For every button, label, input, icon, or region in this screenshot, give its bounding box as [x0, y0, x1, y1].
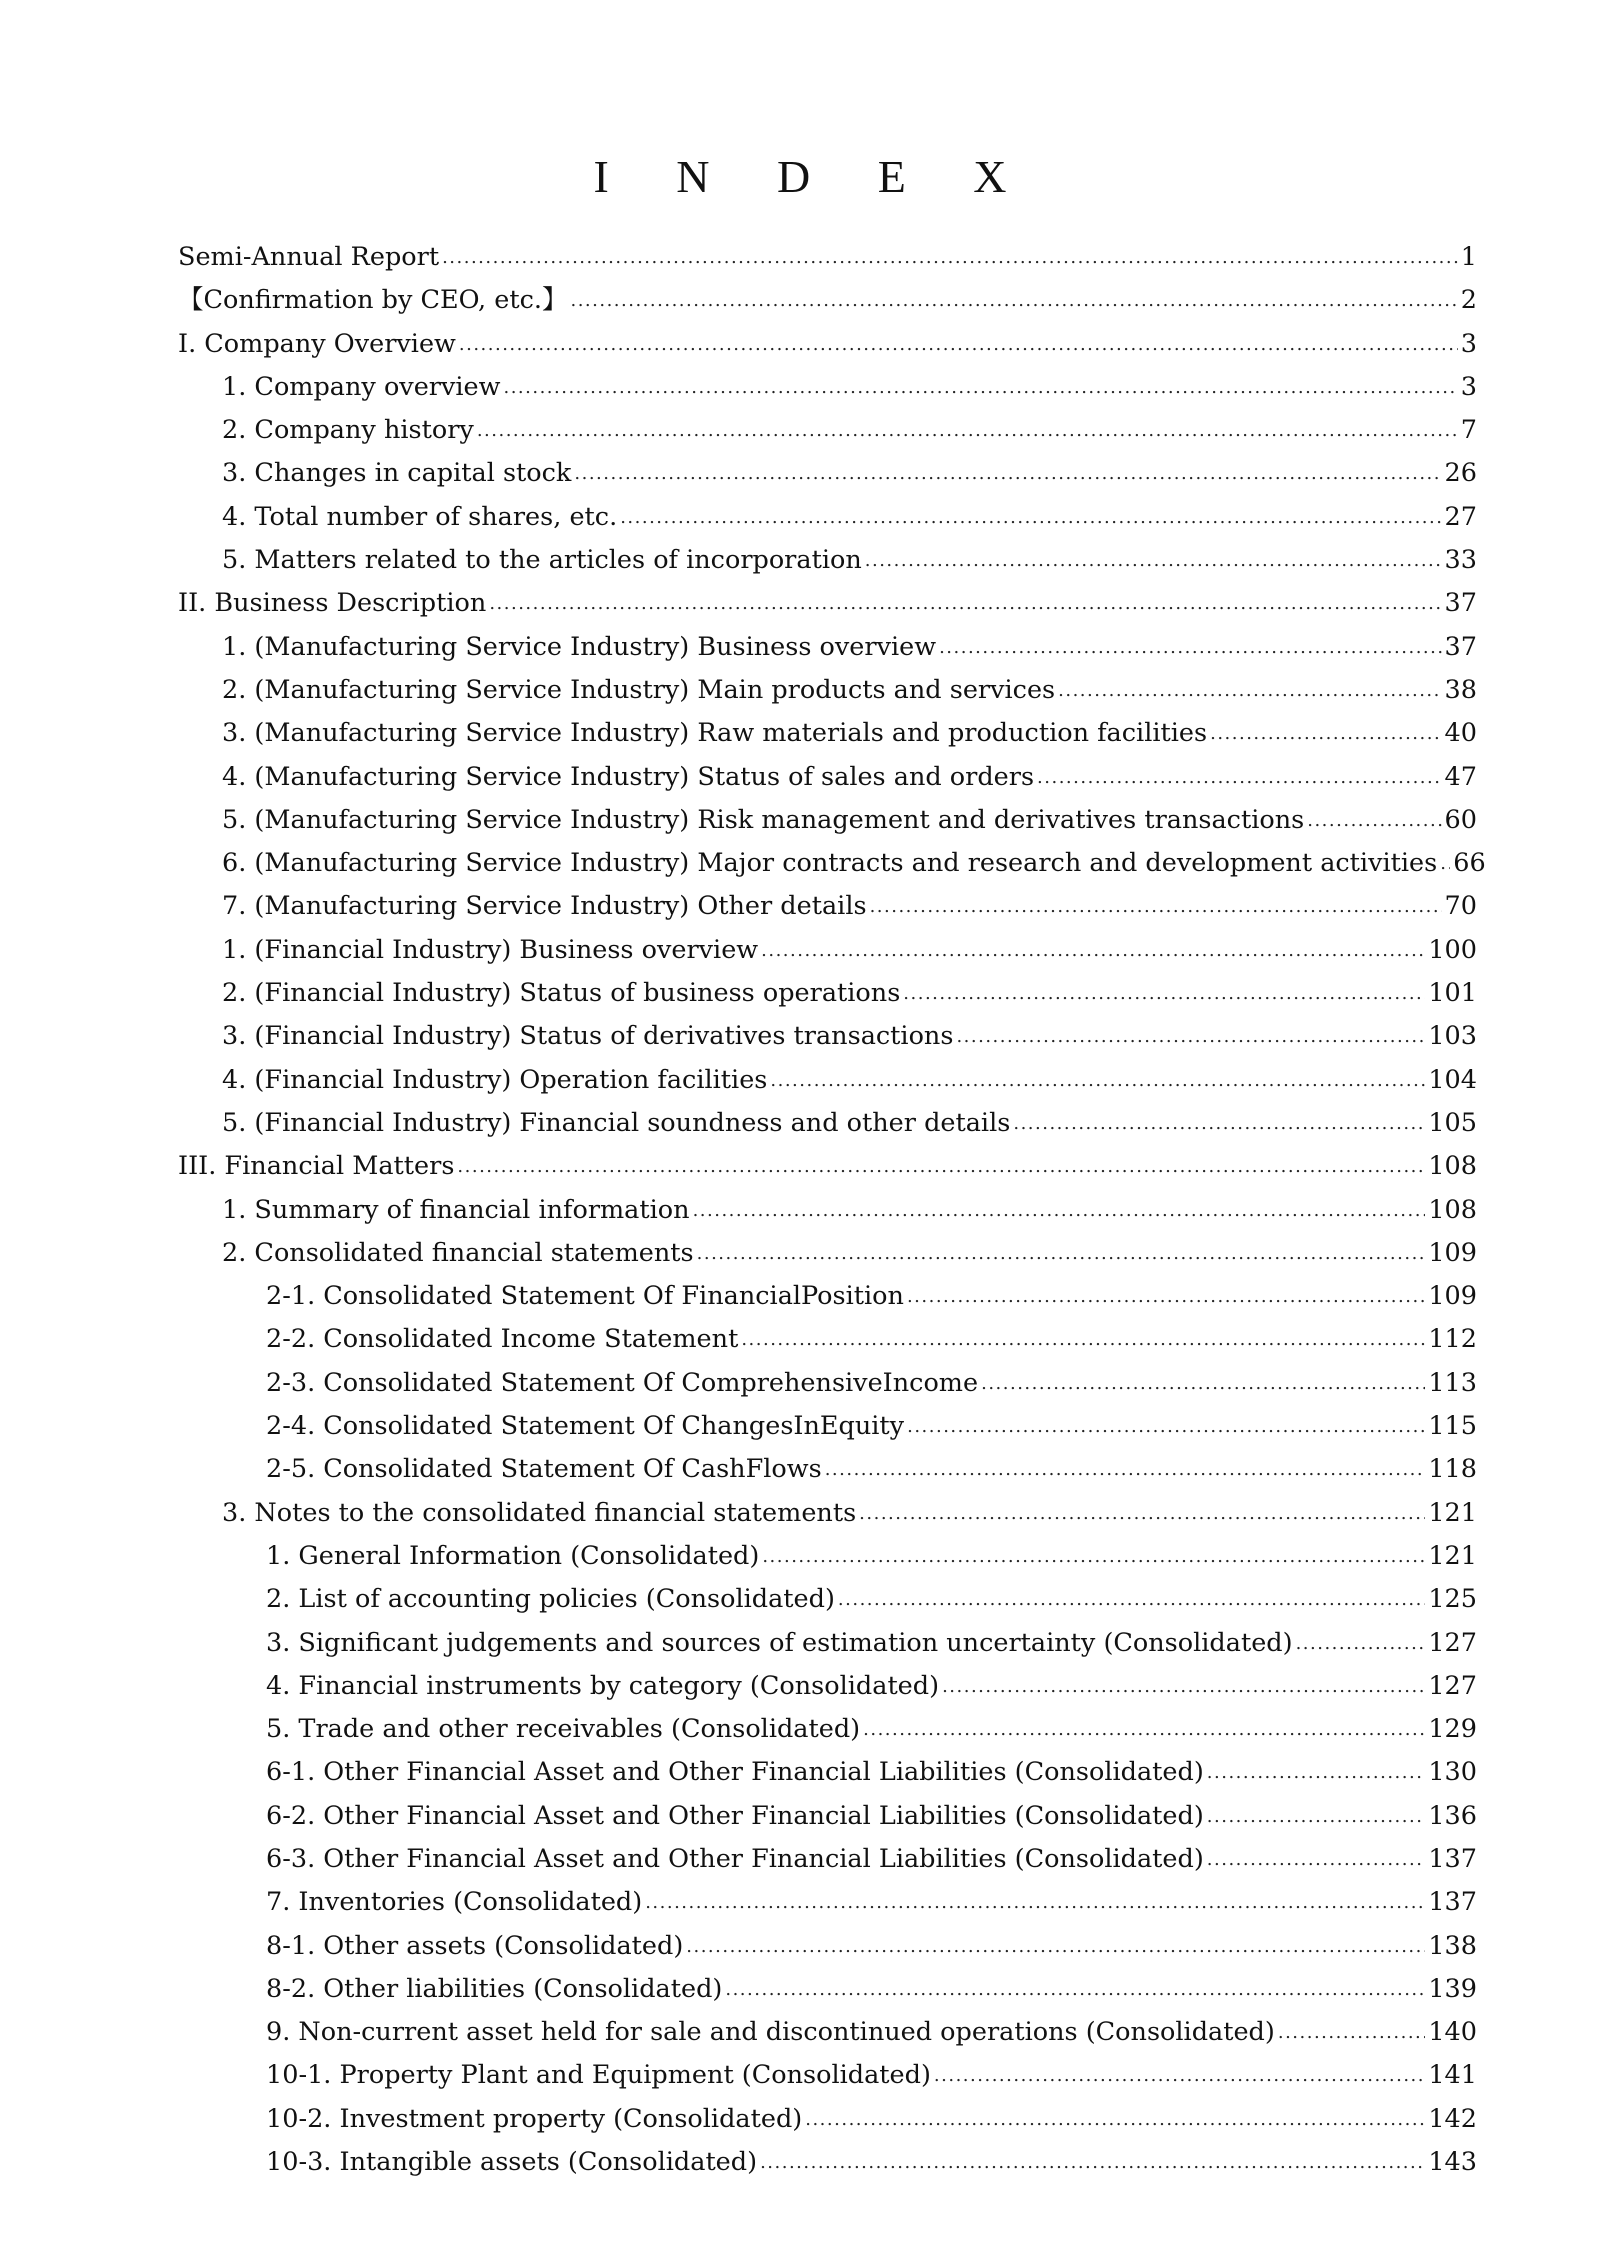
toc-entry[interactable]: [178, 2141, 1477, 2184]
toc-entry[interactable]: [178, 1795, 1477, 1838]
toc-entry-page-number: 109: [1428, 1281, 1477, 1312]
dot-leader: [934, 2054, 1425, 2097]
toc-entry[interactable]: [178, 1751, 1477, 1794]
dot-leader: [939, 626, 1441, 669]
toc-entry-page-number: 104: [1428, 1064, 1477, 1095]
toc-entry-label: 8-1. Other assets (Consolidated): [266, 1930, 684, 1961]
toc-entry-label: 1. (Manufacturing Service Industry) Business overview: [222, 631, 937, 662]
toc-entry[interactable]: [178, 1189, 1477, 1232]
dot-leader: [907, 1405, 1425, 1448]
dot-leader: [1210, 712, 1441, 755]
dot-leader: [570, 279, 1457, 322]
toc-entry-page-number: 3: [1460, 328, 1477, 359]
table-of-contents: [178, 236, 1486, 2184]
toc-entry-label: 【Confirmation by CEO, etc.】: [178, 285, 568, 316]
toc-entry[interactable]: [178, 1925, 1477, 1968]
dot-leader: [760, 2141, 1425, 2184]
toc-entry-page-number: 121: [1428, 1497, 1477, 1528]
toc-entry-page-number: 103: [1428, 1021, 1477, 1052]
toc-entry-page-number: 127: [1428, 1627, 1477, 1658]
dot-leader: [907, 1275, 1425, 1318]
toc-entry-label: 3. Significant judgements and sources of estimation uncertainty (Consolidated): [266, 1627, 1293, 1658]
toc-entry[interactable]: [178, 2011, 1477, 2054]
toc-entry[interactable]: [178, 1405, 1477, 1448]
toc-entry-label: 6-3. Other Financial Asset and Other Financial Liabilities (Consolidated): [266, 1843, 1204, 1874]
toc-entry-page-number: 60: [1444, 804, 1477, 835]
toc-entry-page-number: 113: [1428, 1367, 1477, 1398]
toc-entry-page-number: 2: [1460, 285, 1477, 316]
toc-entry[interactable]: [178, 1838, 1477, 1881]
toc-entry-page-number: 108: [1428, 1194, 1477, 1225]
toc-entry-page-number: 125: [1428, 1584, 1477, 1615]
dot-leader: [981, 1362, 1425, 1405]
toc-entry-page-number: 27: [1444, 501, 1477, 532]
dot-leader: [1307, 799, 1441, 842]
toc-entry[interactable]: [178, 1881, 1477, 1924]
toc-entry[interactable]: [178, 1232, 1477, 1275]
dot-leader: [770, 1059, 1425, 1102]
toc-entry-label: III. Financial Matters: [178, 1151, 455, 1182]
dot-leader: [825, 1448, 1426, 1491]
toc-entry-label: 4. Financial instruments by category (Consolidated): [266, 1670, 940, 1701]
toc-entry-page-number: 127: [1428, 1670, 1477, 1701]
toc-entry-label: 6-1. Other Financial Asset and Other Financial Liabilities (Consolidated): [266, 1757, 1204, 1788]
toc-entry[interactable]: [178, 885, 1477, 928]
toc-entry-page-number: 118: [1428, 1454, 1477, 1485]
toc-entry[interactable]: [178, 1708, 1477, 1751]
dot-leader: [645, 1881, 1425, 1924]
toc-entry-label: 6. (Manufacturing Service Industry) Major contracts and research and development activities: [222, 848, 1438, 879]
toc-entry-label: 5. (Manufacturing Service Industry) Risk management and derivatives transactions: [222, 804, 1305, 835]
dot-leader: [693, 1189, 1426, 1232]
toc-entry-page-number: 112: [1428, 1324, 1477, 1355]
toc-entry-label: 2-1. Consolidated Statement Of FinancialPosition: [266, 1281, 904, 1312]
toc-entry-label: 10-3. Intangible assets (Consolidated): [266, 2147, 758, 2178]
toc-entry[interactable]: [178, 799, 1477, 842]
toc-entry[interactable]: [178, 323, 1477, 366]
toc-entry-label: 3. Changes in capital stock: [222, 458, 572, 489]
toc-entry-label: 2. Company history: [222, 415, 474, 446]
toc-entry-page-number: 143: [1428, 2147, 1477, 2178]
toc-entry[interactable]: [178, 409, 1477, 452]
dot-leader: [1278, 2011, 1425, 2054]
toc-entry-page-number: 40: [1444, 718, 1477, 749]
toc-entry-page-number: 47: [1444, 761, 1477, 792]
toc-entry[interactable]: [178, 842, 1486, 885]
toc-entry[interactable]: [178, 756, 1477, 799]
dot-leader: [838, 1578, 1425, 1621]
dot-leader: [1207, 1795, 1426, 1838]
toc-entry-label: 2. (Financial Industry) Status of business operations: [222, 978, 901, 1009]
dot-leader: [870, 885, 1442, 928]
toc-entry-page-number: 66: [1453, 848, 1486, 879]
toc-entry-label: 10-2. Investment property (Consolidated): [266, 2103, 803, 2134]
toc-entry-page-number: 37: [1444, 631, 1477, 662]
toc-entry[interactable]: [178, 1665, 1477, 1708]
toc-entry-label: 5. Matters related to the articles of incorporation: [222, 545, 862, 576]
toc-entry[interactable]: [178, 1015, 1477, 1058]
toc-entry-label: 6-2. Other Financial Asset and Other Financial Liabilities (Consolidated): [266, 1800, 1204, 1831]
toc-entry[interactable]: [178, 929, 1477, 972]
toc-entry-page-number: 130: [1428, 1757, 1477, 1788]
dot-leader: [442, 236, 1458, 279]
toc-entry-page-number: 140: [1428, 2017, 1477, 2048]
dot-leader: [686, 1925, 1425, 1968]
dot-leader: [741, 1318, 1425, 1361]
toc-entry[interactable]: [178, 1535, 1477, 1578]
toc-entry-label: 1. Company overview: [222, 371, 501, 402]
dot-leader: [1037, 756, 1442, 799]
toc-entry[interactable]: [178, 2054, 1477, 2097]
toc-entry-label: 10-1. Property Plant and Equipment (Consolidated): [266, 2060, 931, 2091]
toc-entry[interactable]: [178, 626, 1477, 669]
toc-entry[interactable]: [178, 452, 1477, 495]
toc-entry-page-number: 37: [1444, 588, 1477, 619]
toc-entry-label: 2-3. Consolidated Statement Of ComprehensiveIncome: [266, 1367, 979, 1398]
toc-entry[interactable]: [178, 582, 1477, 625]
toc-entry[interactable]: [178, 1275, 1477, 1318]
toc-entry-page-number: 100: [1428, 934, 1477, 965]
toc-entry-label: 7. (Manufacturing Service Industry) Other details: [222, 891, 867, 922]
toc-entry-page-number: 109: [1428, 1237, 1477, 1268]
dot-leader: [477, 409, 1458, 452]
dot-leader: [1296, 1622, 1426, 1665]
toc-entry-page-number: 26: [1444, 458, 1477, 489]
toc-entry-label: 5. Trade and other receivables (Consolidated): [266, 1714, 861, 1745]
toc-entry-page-number: 121: [1428, 1540, 1477, 1571]
toc-entry[interactable]: [178, 1622, 1477, 1665]
dot-leader: [457, 1145, 1425, 1188]
toc-entry-label: 4. Total number of shares, etc.: [222, 501, 618, 532]
dot-leader: [1207, 1751, 1426, 1794]
toc-entry-page-number: 33: [1444, 545, 1477, 576]
dot-leader: [503, 366, 1457, 409]
dot-leader: [697, 1232, 1426, 1275]
toc-entry-page-number: 141: [1428, 2060, 1477, 2091]
toc-entry-label: 2. (Manufacturing Service Industry) Main products and services: [222, 674, 1056, 705]
toc-entry[interactable]: [178, 1059, 1477, 1102]
dot-leader: [1058, 669, 1441, 712]
dot-leader: [725, 1968, 1425, 2011]
dot-leader: [489, 582, 1441, 625]
dot-leader: [1440, 842, 1450, 885]
dot-leader: [761, 929, 1425, 972]
dot-leader: [865, 539, 1442, 582]
toc-entry-page-number: 142: [1428, 2103, 1477, 2134]
toc-entry-page-number: 38: [1444, 674, 1477, 705]
toc-entry-page-number: 136: [1428, 1800, 1477, 1831]
toc-entry-page-number: 137: [1428, 1843, 1477, 1874]
toc-entry-page-number: 138: [1428, 1930, 1477, 1961]
toc-entry-label: 4. (Financial Industry) Operation facilities: [222, 1064, 768, 1095]
dot-leader: [620, 496, 1441, 539]
toc-entry-label: 1. (Financial Industry) Business overview: [222, 934, 759, 965]
toc-entry[interactable]: [178, 236, 1477, 279]
toc-entry-page-number: 3: [1460, 371, 1477, 402]
toc-entry[interactable]: [178, 1448, 1477, 1491]
toc-entry-label: 2. List of accounting policies (Consolidated): [266, 1584, 835, 1615]
toc-entry[interactable]: [178, 279, 1477, 322]
toc-entry-page-number: 137: [1428, 1887, 1477, 1918]
toc-entry[interactable]: [178, 539, 1477, 582]
toc-entry-label: Semi-Annual Report: [178, 242, 440, 272]
toc-entry[interactable]: [178, 1145, 1477, 1188]
toc-entry-label: 3. (Financial Industry) Status of derivatives transactions: [222, 1021, 954, 1052]
toc-entry[interactable]: [178, 1318, 1477, 1361]
toc-entry[interactable]: [178, 2098, 1477, 2141]
toc-entry-page-number: 115: [1428, 1411, 1477, 1442]
toc-entry[interactable]: [178, 1968, 1477, 2011]
toc-entry-page-number: 108: [1428, 1151, 1477, 1182]
toc-entry-label: 5. (Financial Industry) Financial soundness and other details: [222, 1107, 1011, 1138]
dot-leader: [459, 323, 1458, 366]
toc-entry-label: 1. General Information (Consolidated): [266, 1540, 760, 1571]
dot-leader: [762, 1535, 1425, 1578]
dot-leader: [1013, 1102, 1425, 1145]
toc-entry-page-number: 101: [1428, 978, 1477, 1009]
dot-leader: [903, 972, 1425, 1015]
toc-entry-label: 9. Non-current asset held for sale and discontinued operations (Consolidated): [266, 2017, 1275, 2048]
toc-entry-page-number: 139: [1428, 1973, 1477, 2004]
toc-entry-page-number: 1: [1460, 242, 1477, 272]
page-title: I N D E X: [593, 151, 1035, 202]
toc-entry-page-number: 129: [1428, 1714, 1477, 1745]
toc-entry-label: 2-5. Consolidated Statement Of CashFlows: [266, 1454, 822, 1485]
toc-entry-page-number: 70: [1444, 891, 1477, 922]
dot-leader: [863, 1708, 1425, 1751]
toc-entry[interactable]: [178, 669, 1477, 712]
dot-leader: [1207, 1838, 1426, 1881]
dot-leader: [942, 1665, 1425, 1708]
toc-entry-label: 2-4. Consolidated Statement Of ChangesInEquity: [266, 1411, 905, 1442]
toc-entry-label: 2. Consolidated financial statements: [222, 1237, 694, 1268]
dot-leader: [859, 1492, 1425, 1535]
toc-entry-label: II. Business Description: [178, 588, 487, 619]
toc-entry-label: 1. Summary of financial information: [222, 1194, 690, 1225]
toc-entry-label: 7. Inventories (Consolidated): [266, 1887, 643, 1918]
toc-entry-label: 4. (Manufacturing Service Industry) Status of sales and orders: [222, 761, 1035, 792]
toc-entry-label: 2-2. Consolidated Income Statement: [266, 1324, 739, 1355]
dot-leader: [956, 1015, 1425, 1058]
toc-entry[interactable]: [178, 712, 1477, 755]
toc-entry-label: I. Company Overview: [178, 328, 456, 359]
toc-entry-page-number: 7: [1460, 415, 1477, 446]
toc-entry-label: 3. Notes to the consolidated financial statements: [222, 1497, 857, 1528]
dot-leader: [574, 452, 1441, 495]
toc-entry[interactable]: [178, 1102, 1477, 1145]
toc-entry[interactable]: [178, 1578, 1477, 1621]
toc-entry[interactable]: [178, 366, 1477, 409]
toc-entry[interactable]: [178, 1492, 1477, 1535]
toc-entry[interactable]: [178, 972, 1477, 1015]
toc-entry[interactable]: [178, 496, 1477, 539]
toc-entry-label: 3. (Manufacturing Service Industry) Raw materials and production facilities: [222, 718, 1208, 749]
toc-entry[interactable]: [178, 1362, 1477, 1405]
toc-entry-page-number: 105: [1428, 1107, 1477, 1138]
toc-entry-label: 8-2. Other liabilities (Consolidated): [266, 1973, 723, 2004]
dot-leader: [805, 2098, 1425, 2141]
